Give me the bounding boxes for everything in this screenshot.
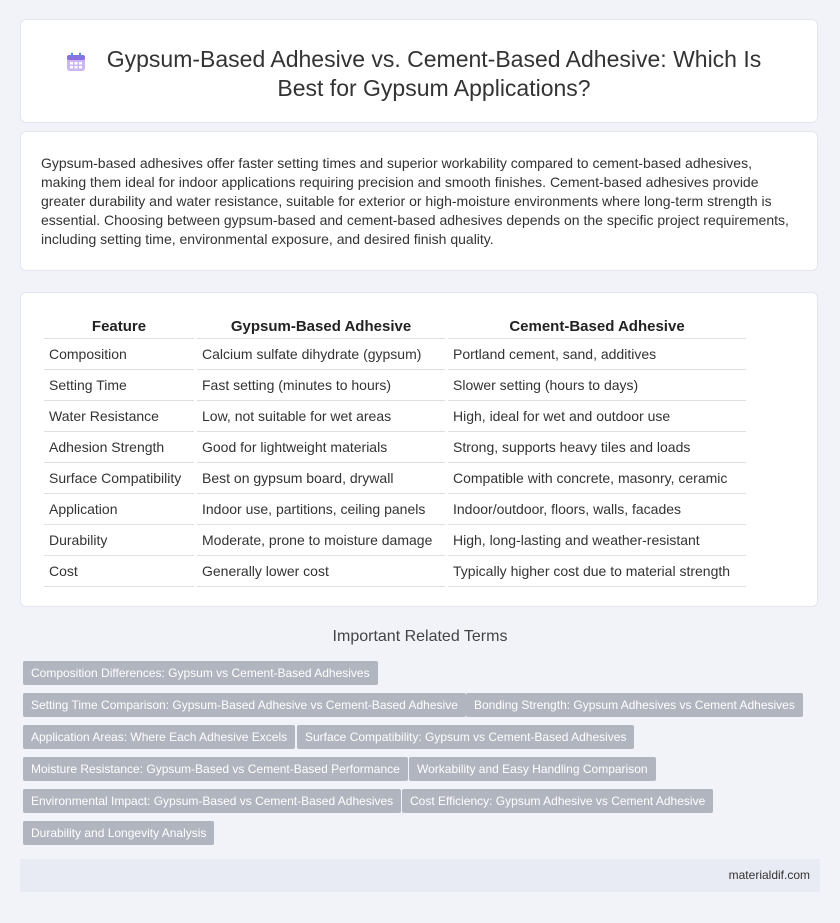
table-row (44, 339, 746, 370)
cell-feature: Water Resistance (44, 401, 196, 432)
cell-cement: Compatible with concrete, masonry, ceramic (447, 463, 747, 494)
table-row (44, 370, 746, 401)
related-term-tag[interactable]: Durability and Longevity Analysis (23, 821, 214, 845)
cell-cement: High, long-lasting and weather-resistant (447, 525, 747, 556)
cell-feature: Adhesion Strength (44, 432, 196, 463)
table-row (44, 525, 746, 556)
cell-gypsum: Good for lightweight materials (196, 432, 447, 463)
related-terms-heading: Important Related Terms (332, 628, 508, 645)
cell-cement: High, ideal for wet and outdoor use (447, 401, 747, 432)
summary-text: Gypsum-based adhesives offer faster setting times and superior workability compared to cement-based adhesives, making them ideal for indoor applications requiring precision and smooth finishes. Cement-based adhesives provide greater durability and water resistance, suitable for exterior or high-moisture environments where long-term strength is essential. Choosing between gypsum-based and cement-based adhesives depends on the specific project requirements, including setting time, environmental exposure, and desired finish quality. (41, 155, 789, 247)
related-term-tag[interactable]: Application Areas: Where Each Adhesive Excels (23, 725, 295, 749)
cell-feature: Durability (44, 525, 196, 556)
table-row (44, 556, 746, 587)
cell-gypsum: Low, not suitable for wet areas (196, 401, 447, 432)
cell-cement: Strong, supports heavy tiles and loads (447, 432, 747, 463)
header-feature: Feature (44, 315, 196, 339)
footer-site-name[interactable]: materialdif.com (728, 868, 810, 882)
table-row (44, 432, 746, 463)
table-header-row (44, 315, 746, 339)
cell-gypsum: Moderate, prone to moisture damage (196, 525, 447, 556)
summary-card (20, 131, 818, 271)
table-row (44, 494, 746, 525)
related-term-tag[interactable]: Composition Differences: Gypsum vs Cement-Based Adhesives (23, 661, 378, 685)
comparison-table (44, 315, 746, 587)
cell-gypsum: Indoor use, partitions, ceiling panels (196, 494, 447, 525)
related-term-tag[interactable]: Workability and Easy Handling Comparison (409, 757, 656, 781)
cell-gypsum: Calcium sulfate dihydrate (gypsum) (196, 339, 447, 370)
cell-feature: Application (44, 494, 196, 525)
header-cement: Cement-Based Adhesive (447, 315, 747, 339)
cell-feature: Composition (44, 339, 196, 370)
comparison-table-card (20, 292, 818, 607)
footer (20, 859, 820, 892)
related-term-tag[interactable]: Setting Time Comparison: Gypsum-Based Adhesive vs Cement-Based Adhesive (23, 693, 466, 717)
related-term-tag[interactable]: Environmental Impact: Gypsum-Based vs Cement-Based Adhesives (23, 789, 401, 813)
related-term-tag[interactable]: Moisture Resistance: Gypsum-Based vs Cement-Based Performance (23, 757, 408, 781)
cell-cement: Typically higher cost due to material strength (447, 556, 747, 587)
cell-feature: Surface Compatibility (44, 463, 196, 494)
title-card (20, 19, 818, 123)
page-title: Gypsum-Based Adhesive vs. Cement-Based Adhesive: Which Is Best for Gypsum Applications? (106, 46, 762, 101)
cell-gypsum: Best on gypsum board, drywall (196, 463, 447, 494)
table-row (44, 463, 746, 494)
cell-feature: Cost (44, 556, 196, 587)
calendar-icon (65, 51, 87, 73)
cell-gypsum: Fast setting (minutes to hours) (196, 370, 447, 401)
cell-cement: Portland cement, sand, additives (447, 339, 747, 370)
related-term-tag[interactable]: Surface Compatibility: Gypsum vs Cement-Based Adhesives (297, 725, 634, 749)
cell-cement: Indoor/outdoor, floors, walls, facades (447, 494, 747, 525)
cell-cement: Slower setting (hours to days) (447, 370, 747, 401)
table-row (44, 401, 746, 432)
related-term-tag[interactable]: Bonding Strength: Gypsum Adhesives vs Cement Adhesives (466, 693, 803, 717)
cell-feature: Setting Time (44, 370, 196, 401)
header-gypsum: Gypsum-Based Adhesive (196, 315, 447, 339)
cell-gypsum: Generally lower cost (196, 556, 447, 587)
related-term-tag[interactable]: Cost Efficiency: Gypsum Adhesive vs Cement Adhesive (402, 789, 713, 813)
